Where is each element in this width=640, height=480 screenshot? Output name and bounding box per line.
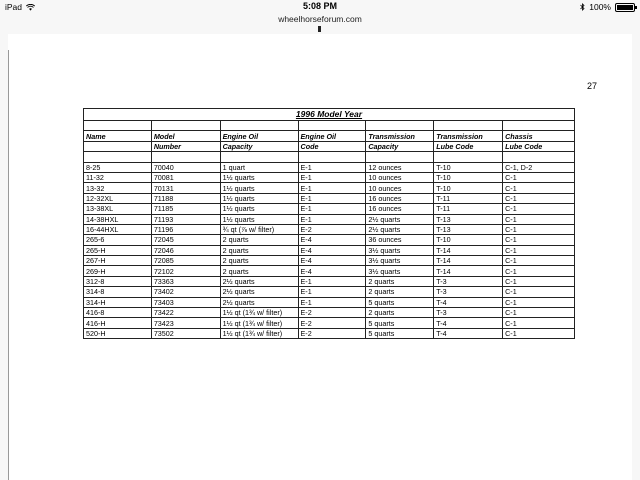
table-cell: 416-H [84,318,152,328]
table-cell: 314-8 [84,287,152,297]
table-cell: 70081 [151,172,220,182]
table-cell: 10 ounces [366,172,434,182]
table-cell: T-3 [434,308,503,318]
table-cell: 265-6 [84,235,152,245]
table-cell: 2 quarts [220,256,298,266]
table-cell: E-1 [298,204,366,214]
table-cell: E-4 [298,235,366,245]
table-cell: 2½ quarts [220,276,298,286]
table-cell: 1½ quarts [220,193,298,203]
table-cell: 72102 [151,266,220,276]
table-cell: C-1 [503,172,575,182]
spacer-cell [298,121,366,131]
table-cell: 16 ounces [366,204,434,214]
table-row [84,204,575,214]
page-scroll-indicator [318,26,321,32]
header-cell: Code [298,141,366,151]
table-row [84,193,575,203]
spacer-cell [503,152,575,162]
header-cell: Lube Code [434,141,503,151]
table-cell: C-1 [503,297,575,307]
table-cell: 72085 [151,256,220,266]
table-row [84,162,575,172]
table-cell: 2½ quarts [366,214,434,224]
header-cell: Engine Oil [220,131,298,141]
table-row [84,214,575,224]
table-cell: 2 quarts [366,276,434,286]
table-cell: E-1 [298,183,366,193]
table-cell: 314-H [84,297,152,307]
spacer-cell [220,121,298,131]
table-cell: C-1 [503,318,575,328]
table-cell: 5 quarts [366,318,434,328]
header-cell: Name [84,131,152,141]
table-cell: T-10 [434,162,503,172]
table-cell: T-4 [434,318,503,328]
url-bar[interactable]: wheelhorseforum.com [278,14,362,24]
table-cell: 5 quarts [366,297,434,307]
table-cell: T-4 [434,328,503,338]
table-cell: T-4 [434,297,503,307]
header-cell: Transmission [366,131,434,141]
table-cell: 73363 [151,276,220,286]
table-cell: C-1 [503,256,575,266]
table-cell: 1½ qt (1¾ w/ filter) [220,308,298,318]
spacer-cell [151,121,220,131]
table-row [84,318,575,328]
table-row [84,308,575,318]
header-cell: Capacity [220,141,298,151]
table-cell: 8-25 [84,162,152,172]
table-cell: 73402 [151,287,220,297]
table-cell: 2 quarts [220,245,298,255]
table-cell: 1 quart [220,162,298,172]
table-cell: C-1 [503,266,575,276]
table-row [84,224,575,234]
table-cell: 3½ quarts [366,245,434,255]
header-cell: Engine Oil [298,131,366,141]
spacer-cell [434,152,503,162]
table-cell: E-2 [298,318,366,328]
table-cell: 12-32XL [84,193,152,203]
table-cell: E-4 [298,245,366,255]
table-cell: 73422 [151,308,220,318]
table-row [84,183,575,193]
table-cell: 2 quarts [366,287,434,297]
table-cell: 14-38HXL [84,214,152,224]
table-cell: E-2 [298,328,366,338]
table-cell: 73423 [151,318,220,328]
header-row-2 [84,141,575,151]
table-body [84,162,575,339]
table-cell: 12 ounces [366,162,434,172]
table-cell: 1½ qt (1¾ w/ filter) [220,318,298,328]
header-cell [84,141,152,151]
table-row [84,266,575,276]
table-cell: 70131 [151,183,220,193]
table-cell: 2 quarts [220,266,298,276]
spacer-row [84,152,575,162]
table-cell: 2½ quarts [366,224,434,234]
table-cell: T-3 [434,276,503,286]
table-cell: C-1 [503,328,575,338]
table-cell: 72045 [151,235,220,245]
table-cell: 10 ounces [366,183,434,193]
table-row [84,297,575,307]
table-cell: 1½ quarts [220,172,298,182]
table-cell: 2 quarts [220,235,298,245]
spacer-cell [503,121,575,131]
table-cell: 36 ounces [366,235,434,245]
table-cell: E-1 [298,214,366,224]
table-cell: C-1 [503,235,575,245]
spacer-cell [84,152,152,162]
table-cell: T-3 [434,287,503,297]
table-cell: 265-H [84,245,152,255]
status-right [580,2,635,12]
table-cell: 1½ quarts [220,214,298,224]
table-cell: 2 quarts [366,308,434,318]
lube-spec-table [83,108,575,339]
table-row [84,256,575,266]
table-cell: 71185 [151,204,220,214]
table-cell: T-10 [434,235,503,245]
battery-percent: 100% [589,2,611,12]
table-cell: E-4 [298,256,366,266]
table-cell: C-1 [503,204,575,214]
page-edge-line [8,50,9,480]
table-cell: 2½ quarts [220,297,298,307]
table-cell: 13-38XL [84,204,152,214]
table-cell: E-1 [298,287,366,297]
table-cell: 73403 [151,297,220,307]
header-cell: Chassis [503,131,575,141]
header-cell: Model [151,131,220,141]
table-cell: T-11 [434,193,503,203]
table-cell: T-13 [434,224,503,234]
bluetooth-icon [580,3,585,11]
table-row [84,172,575,182]
table-title-row [84,109,575,121]
table-cell: 520-H [84,328,152,338]
table-cell: E-4 [298,266,366,276]
spacer-row [84,121,575,131]
table-title: 1996 Model Year [84,109,575,121]
table-cell: C-1 [503,245,575,255]
table-cell: C-1 [503,183,575,193]
table-cell: T-10 [434,183,503,193]
table-row [84,328,575,338]
table-cell: 72046 [151,245,220,255]
status-time: 5:08 PM [302,1,337,11]
table-cell: 312-8 [84,276,152,286]
table-cell: E-1 [298,162,366,172]
table-cell: 71196 [151,224,220,234]
spacer-cell [298,152,366,162]
table-cell: C-1 [503,276,575,286]
spacer-cell [220,152,298,162]
table-cell: E-1 [298,297,366,307]
table-cell: 1½ quarts [220,204,298,214]
table-cell: 269-H [84,266,152,276]
table-row [84,245,575,255]
table-cell: ¾ qt (⅞ w/ filter) [220,224,298,234]
table-cell: 3½ quarts [366,266,434,276]
battery-icon [615,3,635,12]
table-cell: 70040 [151,162,220,172]
table-cell: 416-8 [84,308,152,318]
table-cell: C-1 [503,214,575,224]
page-number: 27 [587,81,598,91]
table-cell: 11-32 [84,172,152,182]
table-cell: T-14 [434,256,503,266]
spacer-cell [366,121,434,131]
table-cell: 73502 [151,328,220,338]
table-cell: 1½ qt (1¾ w/ filter) [220,328,298,338]
table-cell: E-2 [298,224,366,234]
device-label: iPad [5,2,23,12]
table-cell: E-2 [298,308,366,318]
table-cell: 1½ quarts [220,183,298,193]
header-cell: Transmission [434,131,503,141]
spacer-cell [84,121,152,131]
table-cell: T-14 [434,266,503,276]
table-cell: 13-32 [84,183,152,193]
table-cell: 16 ounces [366,193,434,203]
table-cell: 71193 [151,214,220,224]
table-cell: 71188 [151,193,220,203]
table-cell: C-1 [503,224,575,234]
table-cell: 2½ quarts [220,287,298,297]
table-cell: 3½ quarts [366,256,434,266]
spacer-cell [366,152,434,162]
header-cell: Capacity [366,141,434,151]
table-cell: T-10 [434,172,503,182]
status-bar [0,0,640,14]
table-cell: T-14 [434,245,503,255]
spacer-cell [434,121,503,131]
table-cell: T-11 [434,204,503,214]
table-cell: E-1 [298,172,366,182]
header-cell: Lube Code [503,141,575,151]
table-cell: E-1 [298,276,366,286]
table-cell: C-1 [503,287,575,297]
table-cell: 5 quarts [366,328,434,338]
table-cell: C-1 [503,308,575,318]
header-cell: Number [151,141,220,151]
header-row-1 [84,131,575,141]
table-cell: E-1 [298,193,366,203]
table-cell: T-13 [434,214,503,224]
table-cell: 16-44HXL [84,224,152,234]
table-cell: 267-H [84,256,152,266]
table-row [84,235,575,245]
table-row [84,287,575,297]
table-row [84,276,575,286]
table-cell: C-1, D-2 [503,162,575,172]
table-cell: C-1 [503,193,575,203]
spacer-cell [151,152,220,162]
